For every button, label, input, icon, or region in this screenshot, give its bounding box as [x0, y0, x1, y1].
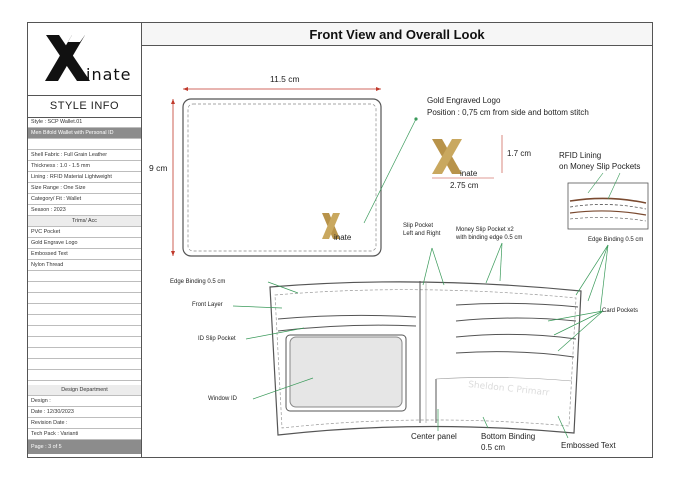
wallet-front-stitch: [188, 104, 376, 251]
style-info-title: STYLE INFO: [28, 95, 141, 118]
logo-text: inate: [86, 65, 132, 84]
center-panel-label: Center panel: [411, 432, 457, 441]
style-code: Style : SCP Wallet.01: [28, 117, 141, 128]
logo-title: Gold Engraved Logo: [427, 96, 501, 105]
product-name: Men Bifold Wallet with Personal ID: [28, 128, 141, 139]
money-slip-label-2: with binding edge 0.5 cm: [456, 235, 523, 241]
trim-item: Nylon Thread: [28, 260, 141, 271]
logo-width-label: 2.75 cm: [450, 181, 479, 190]
gold-logo-large: [432, 139, 462, 174]
width-dimension-label: 11.5 cm: [270, 74, 300, 84]
design-department: Design Department: [28, 385, 141, 396]
logo-wordmark-large: inate: [460, 169, 478, 178]
front-layer-label: Front Layer: [192, 302, 223, 308]
season: Season : 2023: [28, 205, 141, 216]
edge-binding-left-label: Edge Binding 0.5 cm: [170, 279, 226, 285]
date: Date : 12/30/2023: [28, 407, 141, 418]
tech-pack-sheet: [27, 22, 653, 458]
revision-date: Revision Date :: [28, 418, 141, 429]
bottom-binding-label-2: 0.5 cm: [481, 443, 506, 452]
edge-binding-right-label: Edge Binding 0.5 cm: [588, 237, 644, 243]
trims-header: Trims/ Acc: [28, 216, 141, 227]
lining: Lining : RFID Material Lightweight: [28, 172, 141, 183]
window-id-pocket: [290, 337, 402, 407]
page-title: Front View and Overall Look: [142, 23, 652, 46]
shell-fabric: Shell Fabric : Full Grain Leather: [28, 150, 141, 161]
category: Category/ Fit : Wallet: [28, 194, 141, 205]
embossed-text-label: Embossed Text: [561, 441, 616, 450]
slip-pocket-label-1: Slip Pocket: [403, 223, 434, 229]
designer: Design :: [28, 396, 141, 407]
trim-item: Embossed Text: [28, 249, 141, 260]
logo-position: Position : 0,75 cm from side and bottom stitch: [427, 108, 589, 117]
open-wallet-drawing: [270, 281, 581, 435]
card-pockets-label: Card Pockets: [602, 308, 639, 314]
logo-height-label: 1.7 cm: [507, 149, 532, 158]
thickness: Thickness : 1.0 - 1.5 mm: [28, 161, 141, 172]
money-slip-label-1: Money Slip Pocket x2: [456, 227, 514, 233]
slip-pocket-label-2: Left and Right: [403, 231, 441, 237]
tech-pack: Tech Pack : Varianti: [28, 429, 141, 440]
size-range: Size Range : One Size: [28, 183, 141, 194]
rfid-lining-detail: [568, 173, 648, 229]
rfid-label-1: RFID Lining: [559, 151, 602, 160]
trim-item: PVC Pocket: [28, 227, 141, 238]
rfid-label-2: on Money Slip Pockets: [559, 162, 641, 171]
embossed-mark: Sheldon C Primarr: [467, 380, 550, 399]
trim-item: Gold Engrave Logo: [28, 238, 141, 249]
page-number: Page : 3 of 5: [28, 440, 141, 454]
window-id-label: Window ID: [208, 396, 238, 402]
height-dimension-label: 9 cm: [149, 163, 168, 173]
bottom-binding-label-1: Bottom Binding: [481, 432, 536, 441]
logo-wordmark-small: inate: [334, 233, 352, 242]
id-slip-label: ID Slip Pocket: [198, 336, 236, 342]
